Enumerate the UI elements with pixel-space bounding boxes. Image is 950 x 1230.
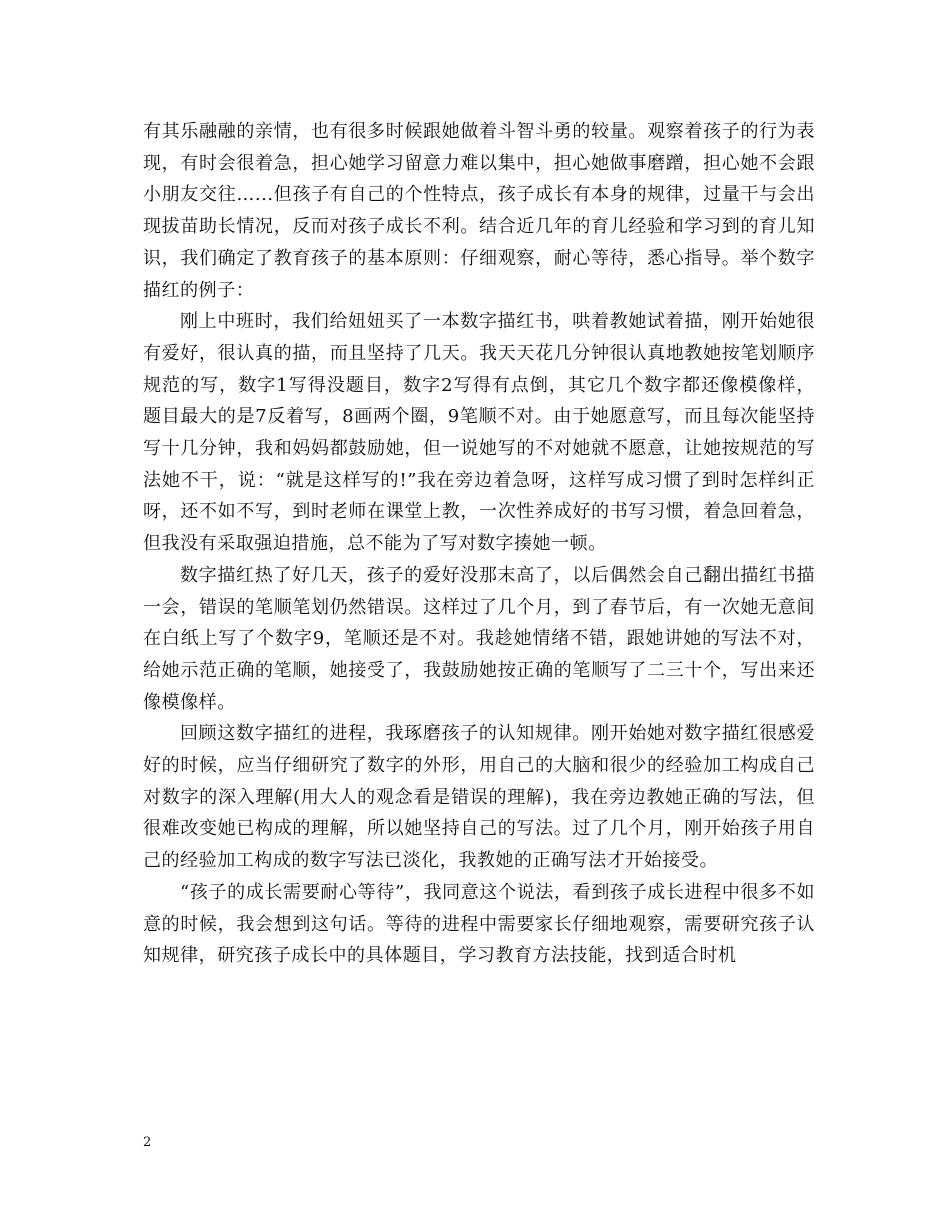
page-body — [143, 116, 815, 972]
paragraph-spring-festival: 数字描红热了好几天，孩子的爱好没那末高了，以后偶然会自己翻出描红书描一会，错误的笔顺笔划仍然错误。这样过了几个月，到了春节后，有一次她无意间在白纸上写了个数字9，笔顺还是不对。我趁她情绪不错，跟她讲她的写法不对，给她示范正确的笔顺，她接受了，我鼓励她按正确的笔顺写了二三十个，写出来还像模像样。 — [143, 564, 815, 713]
paragraph-reflection: 回顾这数字描红的进程，我琢磨孩子的认知规律。刚开始她对数字描红很感爱好的时候，应当仔细研究了数字的外形，用自己的大脑和很少的经验加工构成自己对数字的深入理解(用大人的观念看是错误的理解)，我在旁边教她正确的写法，但很难改变她已构成的理解，所以她坚持自己的写法。过了几个月，刚开始孩子用自己的经验加工构成的数字写法已淡化，我教她的正确写法才开始接受。 — [143, 723, 815, 872]
paragraph-patience: “孩子的成长需要耐心等待”，我同意这个说法，看到孩子成长进程中很多不如意的时候，我会想到这句话。等待的进程中需要家长仔细地观察，需要研究孩子认知规律，研究孩子成长中的具体题目，学习教育方法技能，找到适合时机 — [143, 881, 815, 967]
page-number: 2 — [143, 1135, 152, 1150]
paragraph-tracing-book: 刚上中班时，我们给妞妞买了一本数字描红书，哄着教她试着描，刚开始她很有爱好，很认真的描，而且坚持了几天。我天天花几分钟很认真地教她按笔划顺序规范的写，数字1写得没题目，数字2写得有点倒，其它几个数字都还像模像样，题目最大的是7反着写，8画两个圈，9笔顺不对。由于她愿意写，而且每次能坚持写十几分钟，我和妈妈都鼓励她，但一说她写的不对她就不愿意，让她按规范的写法她不干，说：“就是这样写的!”我在旁边着急呀，这样写成习惯了到时怎样纠正呀，还不如不写，到时老师在课堂上教，一次性养成好的书写习惯，着急回着急，但我没有采取强迫措施，总不能为了写对数字揍她一顿。 — [143, 311, 815, 555]
paragraph-principles: 有其乐融融的亲情，也有很多时候跟她做着斗智斗勇的较量。观察着孩子的行为表现，有时会很着急，担心她学习留意力难以集中，担心她做事磨蹭，担心她不会跟小朋友交往…...但孩子有自己的个性特点，孩子成长有本身的规律，过量干与会出现拔苗助长情况，反而对孩子成长不利。结合近几年的育儿经验和学习到的育儿知识，我们确定了教育孩子的基本原则：仔细观察，耐心等待，悉心指导。举个数字描红的例子： — [143, 121, 815, 301]
